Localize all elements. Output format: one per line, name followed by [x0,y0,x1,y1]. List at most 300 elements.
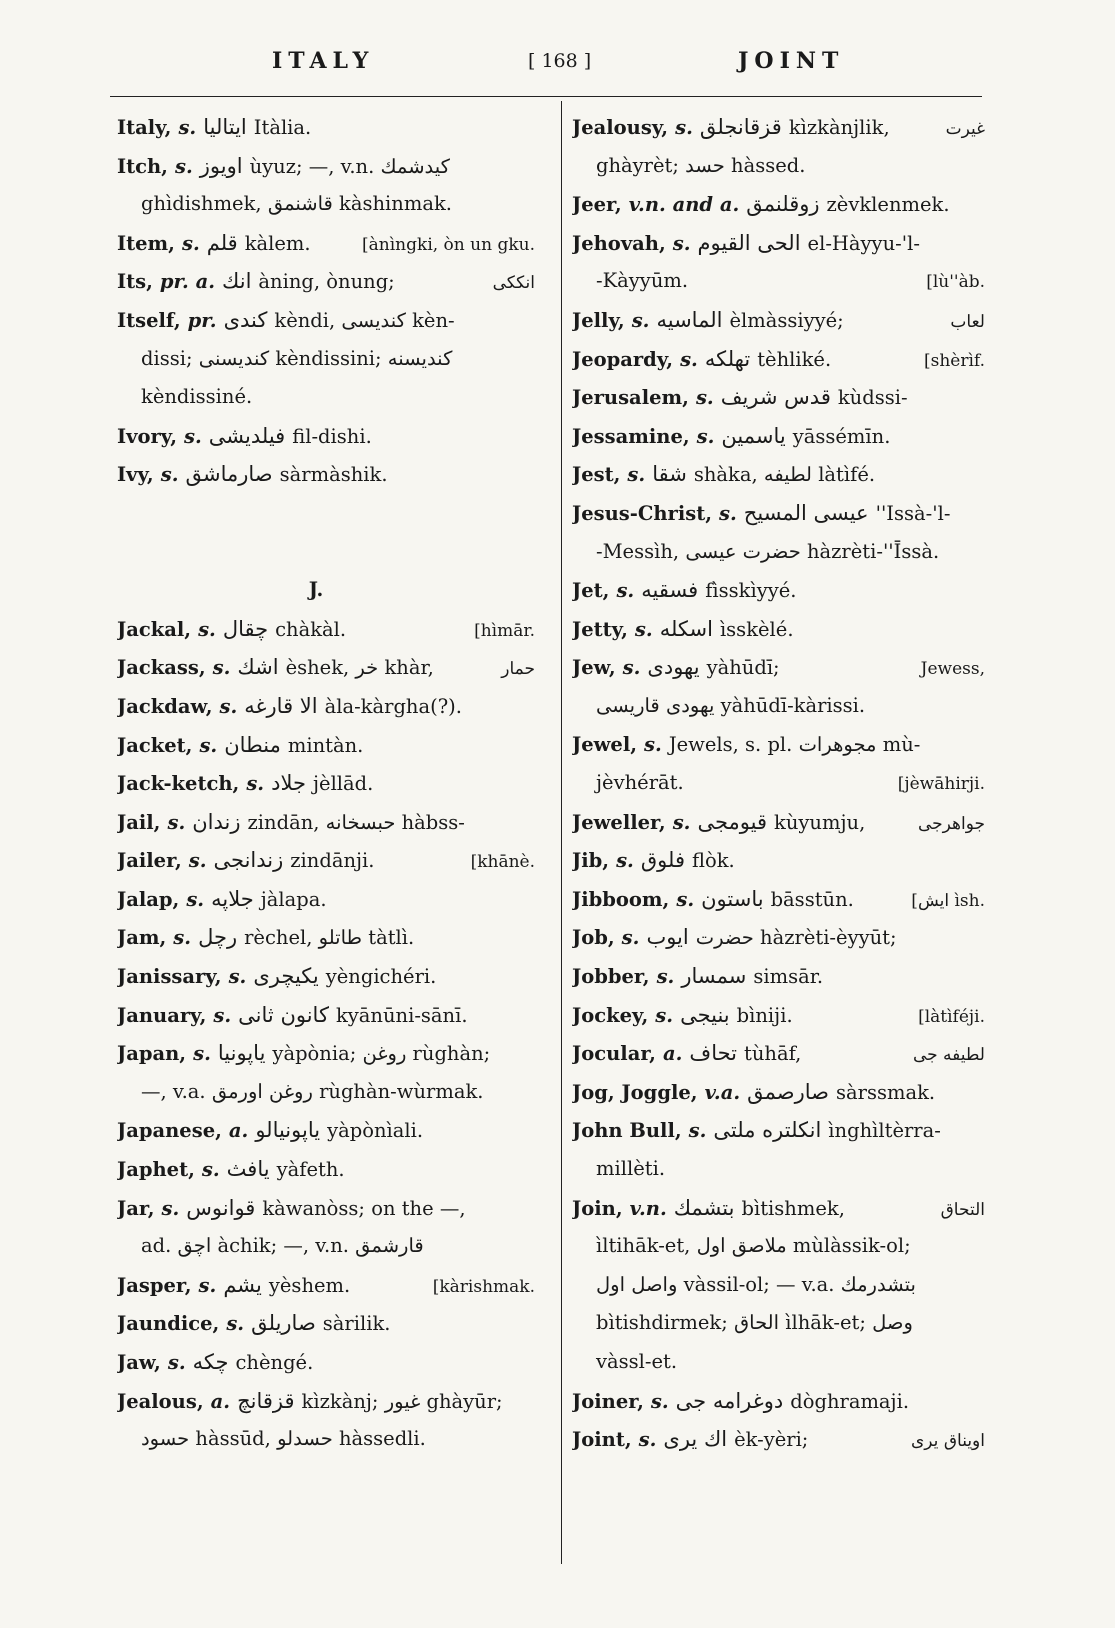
dictionary-entry [117,880,535,919]
continuation-text: -Messìh, حضرت عیسی hàzrèti-''Īssà. [596,539,940,563]
continuation-text: kèndissiné. [141,385,253,409]
arabic-script: عیسی المسیح [743,500,869,525]
entry-continuation [572,687,985,726]
transliteration: kàwanòss; on the —, [262,1196,466,1220]
arabic-script: یاپونیالو [255,1118,321,1143]
transliteration: yàhūdī; [706,656,780,680]
headword: Jib, [572,849,610,873]
dictionary-entry [117,262,535,301]
continuation-text: ad. اچق àchik; —, v.n. قارشمق [141,1234,424,1258]
entry-continuation [117,1420,535,1459]
arabic-script: انکلتره ملتی [713,1118,822,1143]
headword: Job, [572,926,615,950]
part-of-speech: s. [212,656,231,680]
margin-note: [kàrishmak. [432,1276,535,1297]
margin-note: [làtìféji. [918,1006,985,1027]
headword: Jar, [117,1196,155,1220]
transliteration: kyānūni-sānī. [335,1003,468,1027]
dictionary-entry [572,224,985,263]
arabic-script: تحاف [689,1041,737,1066]
arabic-script: کندی [223,307,268,332]
dictionary-entry [117,803,535,842]
arabic-script: یافث [226,1157,270,1182]
headword: Japhet, [117,1158,195,1182]
page-header [0,48,1115,88]
transliteration: fìsskìyyé. [705,579,797,603]
dictionary-entry [117,301,535,340]
right-column [572,108,985,1459]
dictionary-entry [117,687,535,726]
headword: Jeweller, [572,810,666,834]
headword: January, [117,1003,207,1027]
arabic-script: قلم [206,230,238,255]
part-of-speech: s. [719,501,737,525]
part-of-speech: s. [173,926,192,950]
running-head-left: ITALY [272,48,375,74]
arabic-script: تهلکه [704,346,751,371]
transliteration: flòk. [691,849,735,873]
margin-note: انککی [492,273,535,294]
part-of-speech: s. [167,1351,186,1374]
arabic-script: اویوز [199,153,243,178]
dictionary-entry [117,918,535,957]
part-of-speech: s. [655,1003,674,1027]
transliteration: bāsstūn. [770,887,854,911]
transliteration: sàrmàshik. [279,463,388,487]
arabic-script: فیلدیشی [208,423,286,448]
transliteration: èlmàssiyyé; [729,308,844,332]
transliteration: èk-yèri; [734,1428,809,1452]
part-of-speech: a. [210,1389,231,1413]
dictionary-entry [117,1150,535,1189]
dictionary-entry [572,841,985,880]
transliteration: Jewels, s. pl. مجوهرات mù- [668,732,921,756]
part-of-speech: s. [181,231,200,255]
part-of-speech: s. [193,1042,211,1066]
part-of-speech: s. [634,617,653,641]
headword: Itch, [117,154,168,178]
part-of-speech: s. [616,849,634,873]
dictionary-entry [572,726,985,765]
transliteration: kìzkànj; غیور ghàyūr; [301,1389,503,1413]
arabic-script: صاریلق [251,1311,316,1336]
headword: Jew, [572,656,616,680]
margin-note: [ایش ìsh. [911,890,985,911]
headword: Jewel, [572,732,638,756]
dictionary-entry [572,185,985,224]
continuation-text: ìltihāk-et, ملاصق اول mùlàssik-ol; [596,1234,911,1258]
transliteration: ìnghìltèrra- [828,1119,941,1143]
arabic-script: ایوب [646,925,689,950]
arabic-script: اشك [237,655,279,680]
transliteration: shàka, لطیفه làtìfé. [693,463,876,487]
arabic-script: قوانوس [186,1195,256,1220]
continuation-text: ghàyrèt; حسد hàssed. [596,153,806,177]
entry-continuation [572,1343,985,1382]
dictionary-entry [572,648,985,687]
headword: Jeer, [572,193,622,217]
headword: Join, [572,1196,623,1220]
arabic-script: منطان [224,732,281,757]
dictionary-entry [117,147,535,186]
transliteration: zindān, حبسخانه hàbss- [247,810,465,834]
part-of-speech: s. [201,1158,220,1182]
blank-line [117,494,535,533]
headword: Jet, [572,579,610,603]
part-of-speech: s. [638,1428,657,1452]
dictionary-entry [572,957,985,996]
transliteration: fil-dishi. [292,424,372,448]
arabic-script: چکه [192,1350,229,1374]
arabic-script: یاپونیا [217,1041,266,1066]
continuation-text: واصل اول vàssil-ol; — v.a. بتشدرمك [596,1272,916,1296]
entry-continuation [572,533,985,572]
dictionary-entry [117,1111,535,1150]
arabic-script: یکیچری [253,964,319,989]
transliteration: yàfeth. [276,1158,345,1182]
transliteration: yàpònia; روغن rùghàn; [272,1042,491,1066]
continuation-text: یهودی قاریسی yàhūdī-kàrissi. [596,693,866,717]
arabic-script: اك یری [663,1427,728,1452]
part-of-speech: s. [228,965,247,989]
margin-note: جواهرجی [917,813,985,834]
dictionary-entry [117,957,535,996]
transliteration: el-Hàyyu-'l- [807,231,920,255]
dictionary-entry [572,301,985,340]
left-column [117,108,535,1459]
transliteration: rèchel, طاتلو tàtlì. [244,926,415,950]
margin-note: [shèrìf. [923,350,985,371]
dictionary-entry [572,378,985,417]
arabic-script: سمسار [681,964,747,989]
arabic-script: یاسمین [721,423,786,448]
headword: Jibboom, [572,887,670,911]
part-of-speech: s. [644,732,662,756]
headword: Jetty, [572,617,628,641]
continuation-text: vàssl-et. [596,1350,678,1373]
transliteration: yèngichéri. [325,965,437,989]
transliteration: bìtishmek, [741,1196,845,1220]
entry-continuation [117,340,535,379]
headword: Janissary, [117,965,222,989]
headword: Jaundice, [117,1312,220,1336]
headword: Joint, [572,1428,632,1452]
transliteration: tùhāf, [744,1042,802,1066]
dictionary-entry [572,918,985,957]
arabic-script: فلوق [640,848,685,873]
headword: Itself, [117,308,181,332]
dictionary-entry [572,340,985,379]
continuation-text: millèti. [596,1157,666,1181]
dictionary-entry [572,1420,985,1459]
transliteration: dòghramaji. [790,1389,910,1413]
headword: Jerusalem, [572,386,689,410]
transliteration: kìzkànjlik, [788,116,890,139]
dictionary-entry [117,108,535,147]
dictionary-entry [572,1382,985,1421]
part-of-speech: s. [161,1196,180,1220]
part-of-speech: s. [680,347,698,371]
margin-note: Jewess, [920,659,985,680]
headword: Jeopardy, [572,347,674,371]
transliteration: yàpònìali. [327,1119,424,1143]
part-of-speech: s. [167,810,186,834]
dictionary-entry [572,417,985,456]
headword: Japanese, [117,1119,222,1143]
dictionary-entry [572,571,985,610]
headword: Italy, [117,116,172,139]
part-of-speech: v.a. [704,1080,741,1104]
headword: Item, [117,231,175,255]
entry-continuation [117,378,535,417]
transliteration: kùdssi- [837,386,908,410]
entry-continuation [572,1227,985,1266]
arabic-script: جلاپه [211,886,254,911]
part-of-speech: s. [246,772,265,796]
dictionary-entry [117,726,535,765]
dictionary-entry [572,1189,985,1228]
dictionary-entry [117,1189,535,1228]
margin-note: التحاق [940,1199,985,1220]
part-of-speech: s. [616,579,635,603]
arabic-script: رچل [198,925,238,950]
transliteration: sàrssmak. [836,1080,936,1104]
part-of-speech: s. [188,849,207,873]
headword: Jocular, [572,1042,656,1066]
margin-note: [khānè. [470,852,535,873]
arabic-script: زندان [192,809,241,834]
dictionary-entry [117,1304,535,1343]
headword: Ivory, [117,424,177,448]
part-of-speech: s. [627,463,646,487]
headword: Its, [117,270,153,294]
entry-continuation [572,1304,985,1343]
headword: Joiner, [572,1389,644,1413]
continuation-text: jèvhérāt. [596,771,684,795]
part-of-speech: s. [219,694,238,718]
transliteration: ''Issà-'l- [875,501,951,525]
dictionary-entry [117,764,535,803]
part-of-speech: s. [198,1273,217,1297]
part-of-speech: s. [178,116,197,139]
arabic-script: جلاد [271,771,306,796]
headword: Jack-ketch, [117,772,240,796]
margin-note: لعاب [950,311,985,332]
headword: Jailer, [117,849,182,873]
headword: Jalap, [117,887,180,911]
arabic-script: بتشمك [673,1195,735,1220]
transliteration: Itàlia. [253,116,312,139]
arabic-script: یهودی [647,655,700,680]
transliteration: حضرت hàzrèti-èyyūt; [695,926,897,950]
part-of-speech: a. [228,1119,249,1143]
transliteration: mintàn. [287,733,364,757]
arabic-script: باستون [701,886,764,911]
arabic-script: شقا [652,462,687,487]
arabic-script: کانون ثانی [238,1002,329,1027]
arabic-script: الحی القیوم [697,230,801,255]
arabic-script: ایتالیا [203,115,247,139]
transliteration: kèndi, کندیسی kèn- [274,308,455,332]
dictionary-entry [117,648,535,687]
dictionary-entry [117,224,535,263]
arabic-script: قیومجی [697,809,768,834]
continuation-text: —, v.a. روغن اورمق rùghàn-wùrmak. [141,1079,484,1103]
part-of-speech: pr. a. [159,270,216,294]
part-of-speech: v.n. and a. [628,193,740,217]
arabic-script: چقال [222,616,269,641]
margin-note: [hìmār. [474,620,535,641]
part-of-speech: s. [656,965,675,989]
arabic-script: صارماشق [185,462,273,487]
part-of-speech: s. [675,116,693,139]
part-of-speech: s. [621,926,640,950]
margin-note: غیرت [945,119,985,139]
arabic-script: زندانجی [213,848,284,873]
part-of-speech: s. [184,424,202,448]
continuation-text: -Kàyyūm. [596,269,689,293]
dictionary-entry [572,803,985,842]
dictionary-entry [117,1034,535,1073]
transliteration: kùyumju, [774,810,866,834]
entry-continuation [572,764,985,803]
blank-line [117,533,535,572]
part-of-speech: s. [160,463,179,487]
arabic-script: دوغرامه جی [675,1388,784,1413]
transliteration: kàlem. [244,231,311,255]
headword: Jail, [117,810,161,834]
part-of-speech: s. [622,656,641,680]
continuation-text: dissi; کندیسنی kèndissini; کندیسنه [141,346,453,370]
transliteration: zèvklenmek. [826,193,950,217]
dictionary-entry [117,455,535,494]
headword: Jelly, [572,308,625,332]
part-of-speech: s. [186,887,205,911]
dictionary-entry [572,494,985,533]
part-of-speech: s. [199,733,218,757]
transliteration: ùyuz; —, v.n. کیدشمك [249,154,450,178]
transliteration: chàkàl. [275,617,347,641]
headword: Jesus-Christ, [572,501,713,525]
headword: Jessamine, [572,424,690,448]
part-of-speech: s. [213,1003,232,1027]
headword: Jealous, [117,1389,204,1413]
entry-continuation [572,1266,985,1305]
dictionary-entry [117,1343,535,1382]
arabic-script: فسقیه [641,578,699,603]
dictionary-entry [117,996,535,1035]
part-of-speech: s. [695,386,714,410]
continuation-text: حسود hàssūd, حسدلو hàssedli. [141,1427,426,1451]
part-of-speech: s. [174,154,193,178]
transliteration: yèshem. [268,1273,351,1297]
headword: Jasper, [117,1273,192,1297]
transliteration: àla-kàrgha(?). [324,694,462,718]
continuation-text: bìtishdirmek; الحاق ìlhāk-et; وصل [596,1311,913,1335]
entry-continuation [117,1073,535,1112]
headword: Japan, [117,1042,187,1066]
arabic-script: الماسیه [656,307,723,332]
arabic-script: بنیجی [680,1002,730,1027]
transliteration: sàrilik. [322,1312,391,1336]
transliteration: simsār. [753,965,824,989]
part-of-speech: s. [198,617,216,641]
dictionary-entry [572,1073,985,1112]
entry-continuation [572,1150,985,1189]
part-of-speech: s. [631,308,650,332]
dictionary-entry [117,610,535,649]
arabic-script: قزقانچ [237,1388,295,1413]
headword: Jackdaw, [117,694,213,718]
headword: Jealousy, [572,116,669,139]
headword: Jest, [572,463,621,487]
arabic-script: یشم [223,1272,262,1297]
continuation-text: ghìdishmek, قاشنمق kàshinmak. [141,192,452,216]
dictionary-entry [117,1382,535,1421]
arabic-script: قدس شریف [720,385,831,410]
transliteration: yāssémīn. [792,424,891,448]
dictionary-entry [572,455,985,494]
arabic-script: اسکله [659,616,713,641]
arabic-script: قزقانجلق [699,115,782,139]
headword: Jacket, [117,733,193,757]
margin-note: [jèwāhirji. [897,774,985,795]
margin-note: [lù''àb. [926,272,985,293]
arabic-script: صارصمق [747,1079,830,1104]
transliteration: chèngé. [235,1351,314,1374]
margin-note: اویناق یری [911,1431,985,1452]
transliteration: jèllād. [312,772,374,796]
headword: Jam, [117,926,167,950]
running-head-right: JOINT [738,48,845,74]
margin-note: لطیفه جی [912,1045,985,1066]
transliteration: ìsskèlé. [719,617,794,641]
dictionary-entry [572,610,985,649]
section-letter: J. [308,578,324,602]
dictionary-entry [572,1034,985,1073]
arabic-script: زوقلنمق [746,192,820,217]
dictionary-entry [572,1111,985,1150]
entry-continuation [572,262,985,301]
headword: John Bull, [572,1119,682,1143]
dictionary-entry [117,841,535,880]
transliteration: jàlapa. [260,887,327,911]
transliteration: àning, ònung; [258,270,395,294]
dictionary-entry [572,108,985,147]
page-number: [ 168 ] [528,50,592,72]
headword: Jockey, [572,1003,649,1027]
dictionary-entry [572,996,985,1035]
entry-continuation [117,185,535,224]
headword: Jobber, [572,965,650,989]
headword: Jog, Joggle, [572,1080,698,1104]
header-rule [110,96,982,97]
arabic-script: الا قارغه [244,693,318,718]
entry-continuation [117,1227,535,1266]
arabic-script: انك [222,269,252,294]
dictionary-entry [117,1266,535,1305]
part-of-speech: s. [676,887,695,911]
dictionary-entry [572,880,985,919]
transliteration: bìniji. [736,1003,793,1027]
headword: Jackal, [117,617,192,641]
part-of-speech: s. [696,424,715,448]
part-of-speech: s. [226,1312,245,1336]
margin-note: [ànìngki, òn un gku. [362,234,535,255]
dictionary-entry [117,417,535,456]
column-divider [561,101,562,1564]
entry-continuation [572,147,985,186]
